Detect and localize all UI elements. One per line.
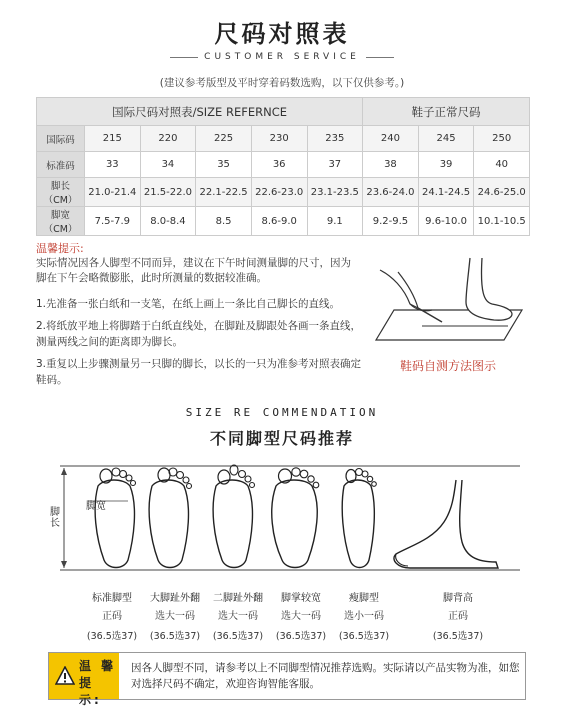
size-table	[36, 97, 530, 236]
foot-name: 脚掌较宽	[281, 593, 321, 604]
foot-length-label: 脚长	[50, 507, 60, 529]
table-cell: 33	[85, 152, 141, 178]
table-cell: 34	[140, 152, 196, 178]
foot-name: 瘦脚型	[349, 593, 379, 604]
foot-advice: 选小一码	[344, 611, 384, 622]
table-row	[37, 152, 530, 178]
table-cell: 9.1	[307, 207, 363, 236]
tip-text: 因各人脚型不同，请参考以上不同脚型情况推荐选购。实际请以产品实物为准，如您对选择尺码不确定，欢迎咨询智能客服。	[131, 662, 520, 690]
table-cell: 37	[307, 152, 363, 178]
table-cell: 9.6-10.0	[418, 207, 474, 236]
table-cell: 215	[85, 126, 141, 152]
bottom-tip-box	[48, 652, 526, 707]
foot-range: (36.5选37)	[338, 631, 390, 642]
table-header-right: 鞋子正常尺码	[363, 98, 530, 126]
table-cell: 240	[363, 126, 419, 152]
table-cell: 230	[251, 126, 307, 152]
row-label: 脚宽（CM）	[37, 207, 85, 236]
table-cell: 24.6-25.0	[474, 178, 530, 207]
row-label: 标准码	[37, 152, 85, 178]
foot-name: 大脚趾外翻	[150, 593, 200, 604]
foot-second-toe	[213, 465, 254, 568]
illustration-caption: 鞋码自测方法图示	[400, 359, 497, 373]
foot-wide	[272, 468, 319, 568]
foot-name: 二脚趾外翻	[213, 593, 263, 604]
table-cell: 21.5-22.0	[140, 178, 196, 207]
warm-tip-text: 实际情况因各人脚型不同而异，建议在下午时间测量脚的尺寸，因为脚在下午会略微膨胀，此时所测量的数据较准确。	[36, 257, 351, 284]
page-note: (建议参考版型及平时穿着码数选购，以下仅供参考。)	[159, 77, 405, 89]
table-cell: 23.1-23.5	[307, 178, 363, 207]
table-cell: 24.1-24.5	[418, 178, 474, 207]
page-subtitle: CUSTOMER SERVICE	[204, 52, 360, 62]
tip-label-line1: 温 馨	[79, 659, 117, 673]
row-label: 脚长（CM）	[37, 178, 85, 207]
table-cell: 9.2-9.5	[363, 207, 419, 236]
table-cell: 10.1-10.5	[474, 207, 530, 236]
foot-standard	[95, 468, 135, 568]
subtitle-right-line	[366, 57, 394, 58]
foot-bunion	[149, 468, 191, 568]
measure-step-3: 3.重复以上步骤测量另一只脚的脚长，以长的一只为准参考对照表确定鞋码。	[36, 358, 362, 386]
foot-range: (36.5选37)	[432, 631, 484, 642]
table-cell: 220	[140, 126, 196, 152]
row-label: 国际码	[37, 126, 85, 152]
foot-range: (36.5选37)	[86, 631, 138, 642]
foot-range: (36.5选37)	[275, 631, 327, 642]
foot-advice: 正码	[102, 611, 122, 622]
table-cell: 23.6-24.0	[363, 178, 419, 207]
table-cell: 225	[196, 126, 252, 152]
recommend-eng-title: SIZE RE COMMENDATION	[185, 406, 379, 419]
tip-label-text	[79, 658, 119, 709]
foot-range: (36.5选37)	[149, 631, 201, 642]
foot-caption	[324, 589, 404, 642]
foot-range: (36.5选37)	[212, 631, 264, 642]
foot-advice: 正码	[448, 611, 468, 622]
table-cell: 22.6-23.0	[251, 178, 307, 207]
table-cell: 39	[418, 152, 474, 178]
table-cell: 245	[418, 126, 474, 152]
foot-name: 脚背高	[443, 593, 473, 604]
table-row	[37, 178, 530, 207]
recommend-title: 不同脚型尺码推荐	[209, 429, 354, 448]
warm-tip-title: 温馨提示:	[36, 242, 84, 255]
foot-advice: 选大一码	[281, 611, 321, 622]
table-cell: 38	[363, 152, 419, 178]
foot-advice: 选大一码	[218, 611, 258, 622]
foot-width-label: 脚宽	[86, 501, 106, 512]
table-row	[37, 126, 530, 152]
foot-shapes-illustration	[0, 460, 564, 580]
table-cell: 35	[196, 152, 252, 178]
table-cell: 250	[474, 126, 530, 152]
foot-measure-illustration	[372, 248, 532, 348]
foot-high-instep	[394, 480, 498, 568]
table-cell: 21.0-21.4	[85, 178, 141, 207]
table-cell: 8.6-9.0	[251, 207, 307, 236]
table-cell: 36	[251, 152, 307, 178]
table-row	[37, 207, 530, 236]
table-header-row	[37, 98, 530, 126]
warning-icon	[55, 666, 75, 686]
foot-name: 标准脚型	[92, 593, 132, 604]
tip-label-line2: 提 示:	[79, 676, 102, 707]
measure-step-2: 2.将纸放平地上将脚踏于白纸直线处，在脚趾及脚跟处各画一条直线，测量两线之间的距离即为脚长。	[36, 320, 362, 348]
table-cell: 8.0-8.4	[140, 207, 196, 236]
table-cell: 8.5	[196, 207, 252, 236]
table-cell: 22.1-22.5	[196, 178, 252, 207]
table-cell: 40	[474, 152, 530, 178]
tip-label-block	[49, 653, 119, 707]
table-cell: 235	[307, 126, 363, 152]
foot-caption	[418, 589, 498, 642]
table-header-left: 国际尺码对照表/SIZE REFERNCE	[37, 98, 363, 126]
foot-advice: 选大一码	[155, 611, 195, 622]
table-cell: 7.5-7.9	[85, 207, 141, 236]
measure-step-1: 1.先准备一张白纸和一支笔，在纸上画上一条比自己脚长的直线。	[36, 298, 341, 310]
foot-slim	[342, 469, 376, 568]
page-title: 尺码对照表	[214, 20, 350, 48]
